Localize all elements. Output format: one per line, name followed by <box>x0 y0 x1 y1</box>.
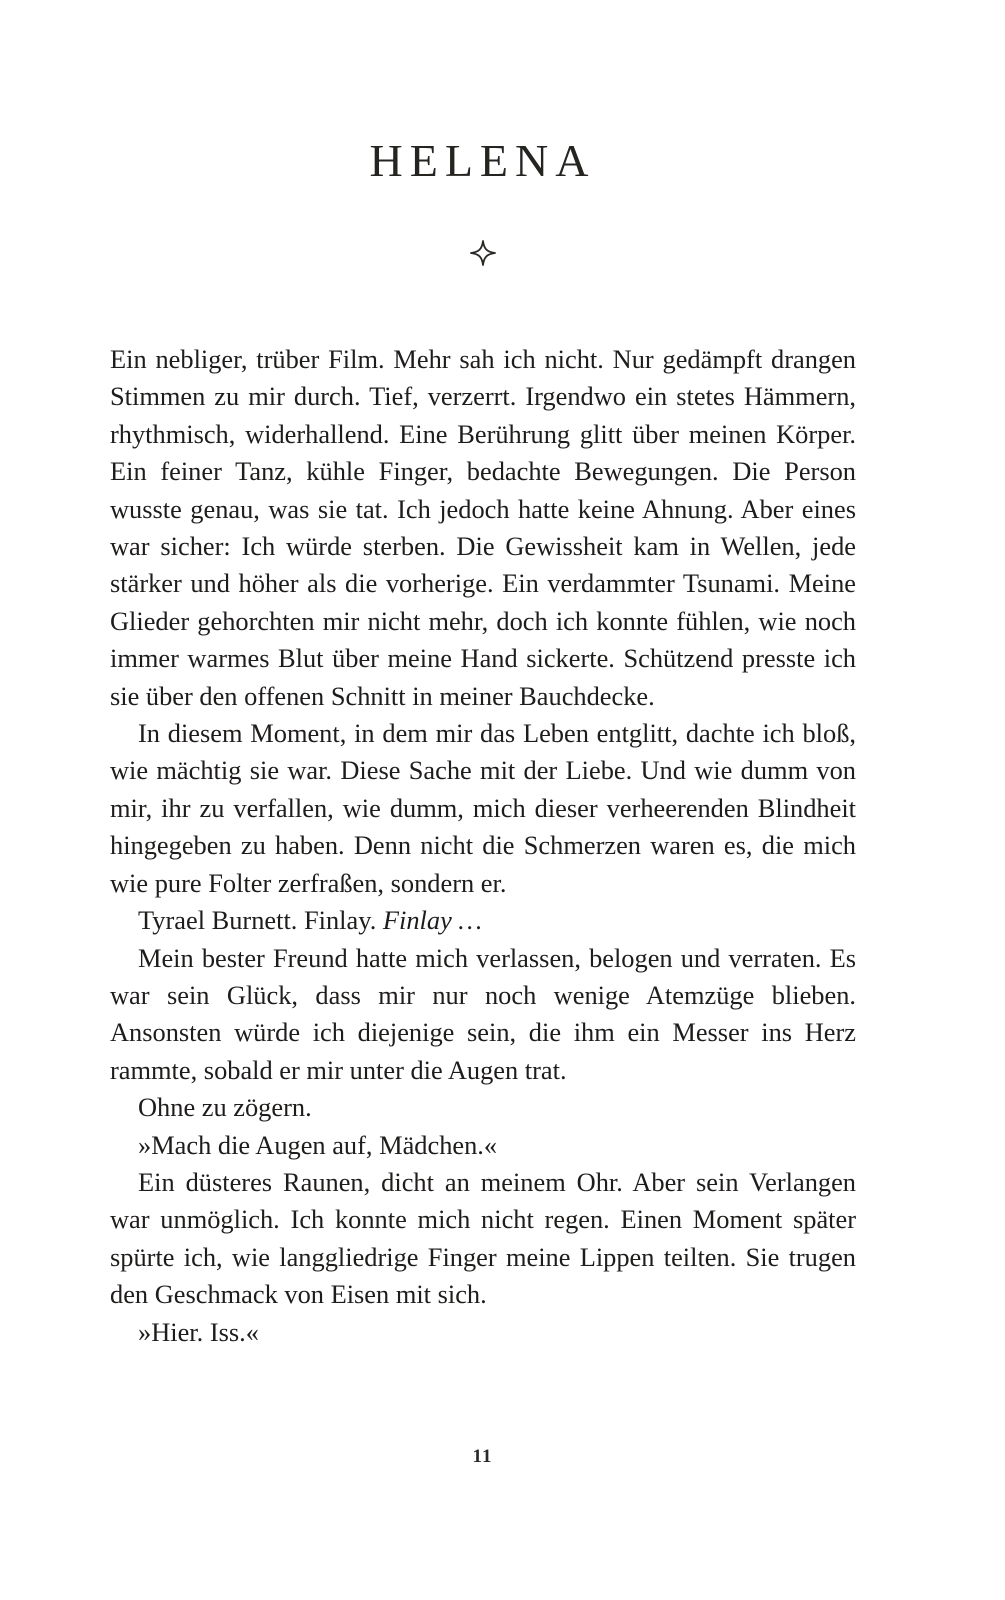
paragraph-2: In diesem Moment, in dem mir das Leben entglitt, dachte ich bloß, wie mächtig sie war. Diese Sache mit der Liebe. Und wie dumm von mir, ihr zu verfallen, wie dumm, mich dieser verheerenden Blindheit hingegeben zu haben. Denn nicht die Schmerzen waren es, die mich wie pure Folter zerfraßen, sondern er. <box>110 718 856 898</box>
chapter-title: HELENA <box>369 135 596 186</box>
paragraph-1: Ein nebliger, trüber Film. Mehr sah ich nicht. Nur gedämpft drangen Stimmen zu mir durch. Tief, verzerrt. Irgendwo ein stetes Hämmern, rhythmisch, widerhallend. Eine Berührung glitt über meinen Körper. Ein feiner Tanz, kühle Finger, bedachte Bewegungen. Die Person wusste genau, was sie tat. Ich jedoch hatte keine Ahnung. Aber eines war sicher: Ich würde sterben. Die Gewissheit kam in Wellen, jede stärker und höher als die vorherige. Ein verdammter Tsunami. Meine Glieder gehorchten mir nicht mehr, doch ich konnte fühlen, wie noch immer warmes Blut über meine Hand sickerte. Schützend presste ich sie über den offenen Schnitt in meiner Bauchdecke. <box>110 344 856 711</box>
paragraph-6: »Mach die Augen auf, Mädchen.« <box>138 1129 498 1160</box>
paragraph-5: Ohne zu zögern. <box>138 1092 312 1123</box>
paragraph-4: Mein bester Freund hatte mich verlassen, belogen und verraten. Es war sein Glück, dass mir nur noch wenige Atemzüge blieben. Ansonsten würde ich diejenige sein, die ihm ein Messer ins Herz rammte, sobald er mir unter die Augen trat. <box>110 942 856 1085</box>
paragraph-3-italic: Finlay … <box>382 905 482 936</box>
paragraph-8: »Hier. Iss.« <box>138 1316 259 1347</box>
paragraph-3-text: Tyrael Burnett. Finlay. <box>138 905 383 936</box>
page-number: 11 <box>472 1446 493 1467</box>
paragraph-3 <box>110 902 856 939</box>
four-point-star-ornament-icon <box>470 240 496 266</box>
chapter-body <box>110 341 856 1351</box>
paragraph-7: Ein düsteres Raunen, dicht an meinem Ohr. Aber sein Verlangen war unmöglich. Ich konnte mich nicht regen. Einen Moment später spürte ich, wie langgliedrige Finger meine Lippen teilten. Sie trugen den Geschmack von Eisen mit sich. <box>110 1166 856 1310</box>
